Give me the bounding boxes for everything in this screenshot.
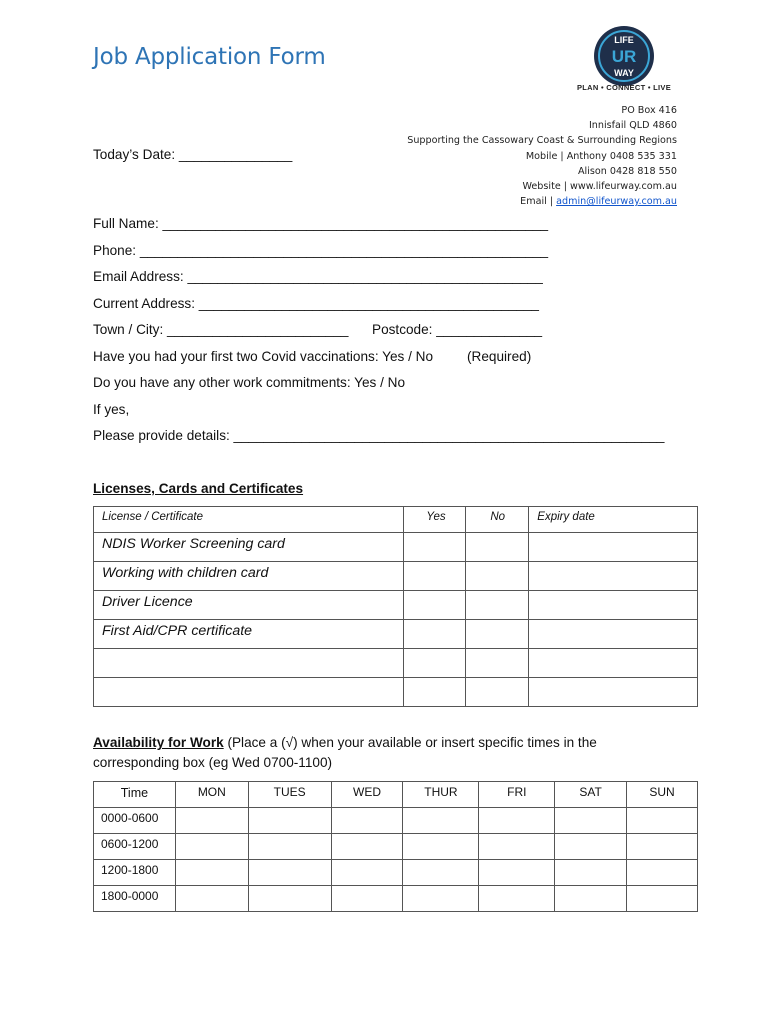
availability-cell[interactable] [479, 834, 555, 860]
license-name: Driver Licence [94, 591, 404, 620]
availability-cell[interactable] [555, 860, 627, 886]
time-slot: 1200-1800 [94, 860, 176, 886]
table-row [94, 678, 698, 707]
license-yes-cell[interactable] [404, 620, 466, 649]
license-yes-cell[interactable] [404, 649, 466, 678]
address-field[interactable]: Current Address: _____________________________________________ [93, 296, 539, 311]
license-yes-cell[interactable] [404, 533, 466, 562]
phone-field[interactable]: Phone: ______________________________________________________ [93, 243, 549, 258]
table-row [94, 886, 698, 912]
details-field[interactable]: Please provide details: _________________________________________________________ [93, 428, 665, 443]
license-no-cell[interactable] [466, 649, 529, 678]
availability-instruction-2: corresponding box (eg Wed 0700-1100) [93, 755, 333, 770]
license-yes-cell[interactable] [404, 562, 466, 591]
licenses-section-title: Licenses, Cards and Certificates [93, 481, 304, 496]
contact-email-label: Email | [520, 196, 557, 208]
contact-mobile-2: Alison 0428 818 550 [577, 165, 677, 177]
availability-cell[interactable] [627, 834, 698, 860]
availability-cell[interactable] [175, 886, 248, 912]
header-cell: TUES [248, 782, 331, 808]
availability-cell[interactable] [175, 808, 248, 834]
availability-cell[interactable] [403, 808, 479, 834]
availability-cell[interactable] [248, 860, 331, 886]
availability-cell[interactable] [331, 860, 403, 886]
license-no-cell[interactable] [466, 678, 529, 707]
contact-block [407, 103, 677, 209]
header-cell: SUN [627, 782, 698, 808]
availability-cell[interactable] [627, 860, 698, 886]
availability-cell[interactable] [175, 834, 248, 860]
license-expiry-cell[interactable] [529, 678, 698, 707]
license-expiry-cell[interactable] [529, 649, 698, 678]
license-no-cell[interactable] [466, 591, 529, 620]
contact-email [407, 194, 677, 209]
availability-cell[interactable] [627, 808, 698, 834]
header-cell: Expiry date [529, 507, 698, 533]
table-row [94, 649, 698, 678]
license-yes-cell[interactable] [404, 678, 466, 707]
contact-regions: Supporting the Cassowary Coast & Surrounding Regions [407, 135, 677, 147]
license-no-cell[interactable] [466, 620, 529, 649]
availability-section-title: Availability for Work [93, 735, 224, 750]
table-row [94, 562, 698, 591]
availability-cell[interactable] [627, 886, 698, 912]
availability-cell[interactable] [555, 808, 627, 834]
license-name: NDIS Worker Screening card [94, 533, 404, 562]
contact-mobile: Mobile | Anthony 0408 535 331 [525, 150, 677, 162]
availability-cell[interactable] [331, 834, 403, 860]
license-name[interactable] [94, 649, 404, 678]
license-expiry-cell[interactable] [529, 533, 698, 562]
licenses-table [93, 506, 698, 707]
time-slot: 0600-1200 [94, 834, 176, 860]
license-no-cell[interactable] [466, 533, 529, 562]
availability-cell[interactable] [555, 886, 627, 912]
todays-date-field[interactable]: Today’s Date: _______________ [93, 147, 293, 162]
time-slot: 0000-0600 [94, 808, 176, 834]
table-row [94, 591, 698, 620]
availability-cell[interactable] [403, 860, 479, 886]
license-expiry-cell[interactable] [529, 620, 698, 649]
license-no-cell[interactable] [466, 562, 529, 591]
license-name: First Aid/CPR certificate [94, 620, 404, 649]
covid-required-note: (Required) [467, 349, 532, 364]
header-cell: SAT [555, 782, 627, 808]
time-slot: 1800-0000 [94, 886, 176, 912]
header-cell: Yes [404, 507, 466, 533]
table-row [94, 860, 698, 886]
town-field[interactable]: Town / City: ________________________ [93, 322, 349, 337]
availability-cell[interactable] [248, 834, 331, 860]
availability-cell[interactable] [331, 808, 403, 834]
postcode-field[interactable]: Postcode: ______________ [372, 322, 543, 337]
license-name: Working with children card [94, 562, 404, 591]
header-cell: License / Certificate [94, 507, 404, 533]
license-yes-cell[interactable] [404, 591, 466, 620]
page-title: Job Application Form [93, 44, 326, 70]
header-cell: THUR [403, 782, 479, 808]
availability-cell[interactable] [479, 808, 555, 834]
svg-text:WAY: WAY [614, 68, 634, 78]
header-cell: Time [94, 782, 176, 808]
licenses-header-row [94, 507, 698, 533]
contact-website: Website | www.lifeurway.com.au [522, 181, 677, 193]
header-cell: FRI [479, 782, 555, 808]
availability-cell[interactable] [479, 886, 555, 912]
email-field[interactable]: Email Address: _______________________________________________ [93, 269, 543, 284]
header-cell: MON [175, 782, 248, 808]
availability-cell[interactable] [479, 860, 555, 886]
header-cell: No [466, 507, 529, 533]
header-cell: WED [331, 782, 403, 808]
lifeurway-logo [592, 24, 656, 88]
availability-cell[interactable] [331, 886, 403, 912]
table-row [94, 834, 698, 860]
covid-question[interactable]: Have you had your first two Covid vaccinations: Yes / No [93, 349, 434, 364]
availability-cell[interactable] [248, 808, 331, 834]
availability-cell[interactable] [403, 834, 479, 860]
table-row [94, 620, 698, 649]
svg-text:UR: UR [611, 47, 637, 66]
license-expiry-cell[interactable] [529, 562, 698, 591]
contact-po-box: PO Box 416 [621, 105, 677, 116]
availability-cell[interactable] [403, 886, 479, 912]
availability-cell[interactable] [555, 834, 627, 860]
availability-header-row [94, 782, 698, 808]
logo-tagline: PLAN • CONNECT • LIVE [576, 83, 672, 92]
commitments-question[interactable]: Do you have any other work commitments: Yes / No [93, 375, 406, 390]
table-row [94, 533, 698, 562]
if-yes-label: If yes, [93, 402, 130, 417]
table-row [94, 808, 698, 834]
svg-text:LIFE: LIFE [614, 35, 634, 45]
availability-table [93, 781, 698, 912]
contact-location: Innisfail QLD 4860 [588, 120, 677, 132]
availability-cell[interactable] [175, 860, 248, 886]
availability-cell[interactable] [248, 886, 331, 912]
full-name-field[interactable]: Full Name: ___________________________________________________ [93, 216, 549, 231]
license-expiry-cell[interactable] [529, 591, 698, 620]
license-name[interactable] [94, 678, 404, 707]
availability-instruction: (Place a (√) when your available or insert specific times in the [223, 735, 597, 750]
contact-email-link[interactable]: admin@lifeurway.com.au [556, 196, 677, 208]
availability-heading [93, 735, 597, 750]
